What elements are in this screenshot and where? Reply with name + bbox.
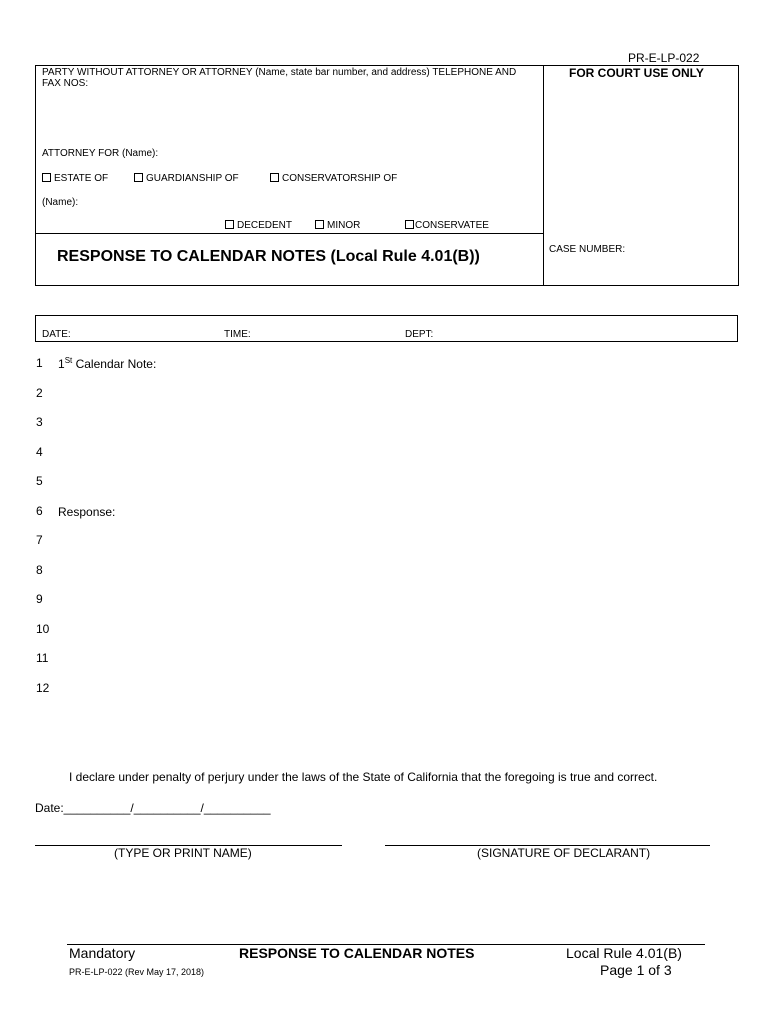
- guardianship-checkbox[interactable]: [134, 173, 143, 182]
- footer-rule-ref: Local Rule 4.01(B): [566, 945, 682, 961]
- decedent-checkbox[interactable]: [225, 220, 234, 229]
- estate-checkbox[interactable]: [42, 173, 51, 182]
- header-box-left: [35, 65, 36, 286]
- line-number: 6: [36, 503, 43, 518]
- header-divider-horizontal: [35, 233, 544, 234]
- decedent-option[interactable]: DECEDENT: [225, 220, 292, 231]
- dept-label: DEPT:: [405, 329, 434, 340]
- date-signed-line[interactable]: Date:__________/__________/__________: [35, 801, 271, 815]
- guardianship-of-option[interactable]: GUARDIANSHIP OF: [134, 173, 239, 184]
- footer-revision: PR-E-LP-022 (Rev May 17, 2018): [69, 967, 205, 977]
- conservatorship-checkbox[interactable]: [270, 173, 279, 182]
- conservatee-option[interactable]: CONSERVATEE: [405, 220, 489, 231]
- name-label: (Name):: [42, 197, 79, 208]
- date-label: DATE:: [42, 329, 71, 340]
- case-number-label: CASE NUMBER:: [549, 244, 626, 255]
- header-box-bottom: [35, 285, 739, 286]
- footer-page-number: Page 1 of 3: [600, 962, 672, 978]
- line-number: 5: [36, 474, 43, 488]
- calendar-note-label: 1St Calendar Note:: [58, 356, 157, 371]
- header-divider-vertical: [543, 65, 544, 286]
- header-box-right: [738, 65, 739, 286]
- line-number: 1: [36, 356, 43, 370]
- time-label: TIME:: [224, 329, 251, 340]
- footer-title: RESPONSE TO CALENDAR NOTES: [239, 945, 475, 961]
- response-label: Response:: [58, 505, 116, 519]
- line-number: 9: [36, 592, 43, 606]
- party-label: PARTY WITHOUT ATTORNEY OR ATTORNEY (Name, state bar number, and address) TELEPHONE AND FAX NOS:: [42, 67, 517, 89]
- line-number: 4: [36, 444, 43, 459]
- line-number: 12: [36, 680, 50, 695]
- declaration-text: I declare under penalty of perjury under the laws of the State of California that the foregoing is true and correct.: [69, 770, 658, 784]
- estate-of-option[interactable]: ESTATE OF: [42, 173, 108, 184]
- court-use-label: FOR COURT USE ONLY: [569, 66, 704, 80]
- attorney-for-label: ATTORNEY FOR (Name):: [42, 148, 159, 159]
- signature-label: (SIGNATURE OF DECLARANT): [477, 846, 651, 860]
- line-number: 11: [36, 651, 49, 665]
- print-name-label: (TYPE OR PRINT NAME): [114, 846, 252, 860]
- minor-checkbox[interactable]: [315, 220, 324, 229]
- line-number: 8: [36, 562, 43, 577]
- conservatorship-of-option[interactable]: CONSERVATORSHIP OF: [270, 173, 397, 184]
- line-number: 7: [36, 533, 43, 547]
- hearing-info-box: [35, 315, 738, 342]
- page-title: RESPONSE TO CALENDAR NOTES (Local Rule 4.01(B)): [57, 248, 480, 265]
- form-id-top: PR-E-LP-022: [628, 51, 700, 65]
- line-number: 10: [36, 621, 50, 636]
- line-number: 2: [36, 385, 43, 400]
- footer-mandatory: Mandatory: [69, 945, 136, 961]
- minor-option[interactable]: MINOR: [315, 220, 360, 231]
- line-number: 3: [36, 415, 43, 429]
- conservatee-checkbox[interactable]: [405, 220, 414, 229]
